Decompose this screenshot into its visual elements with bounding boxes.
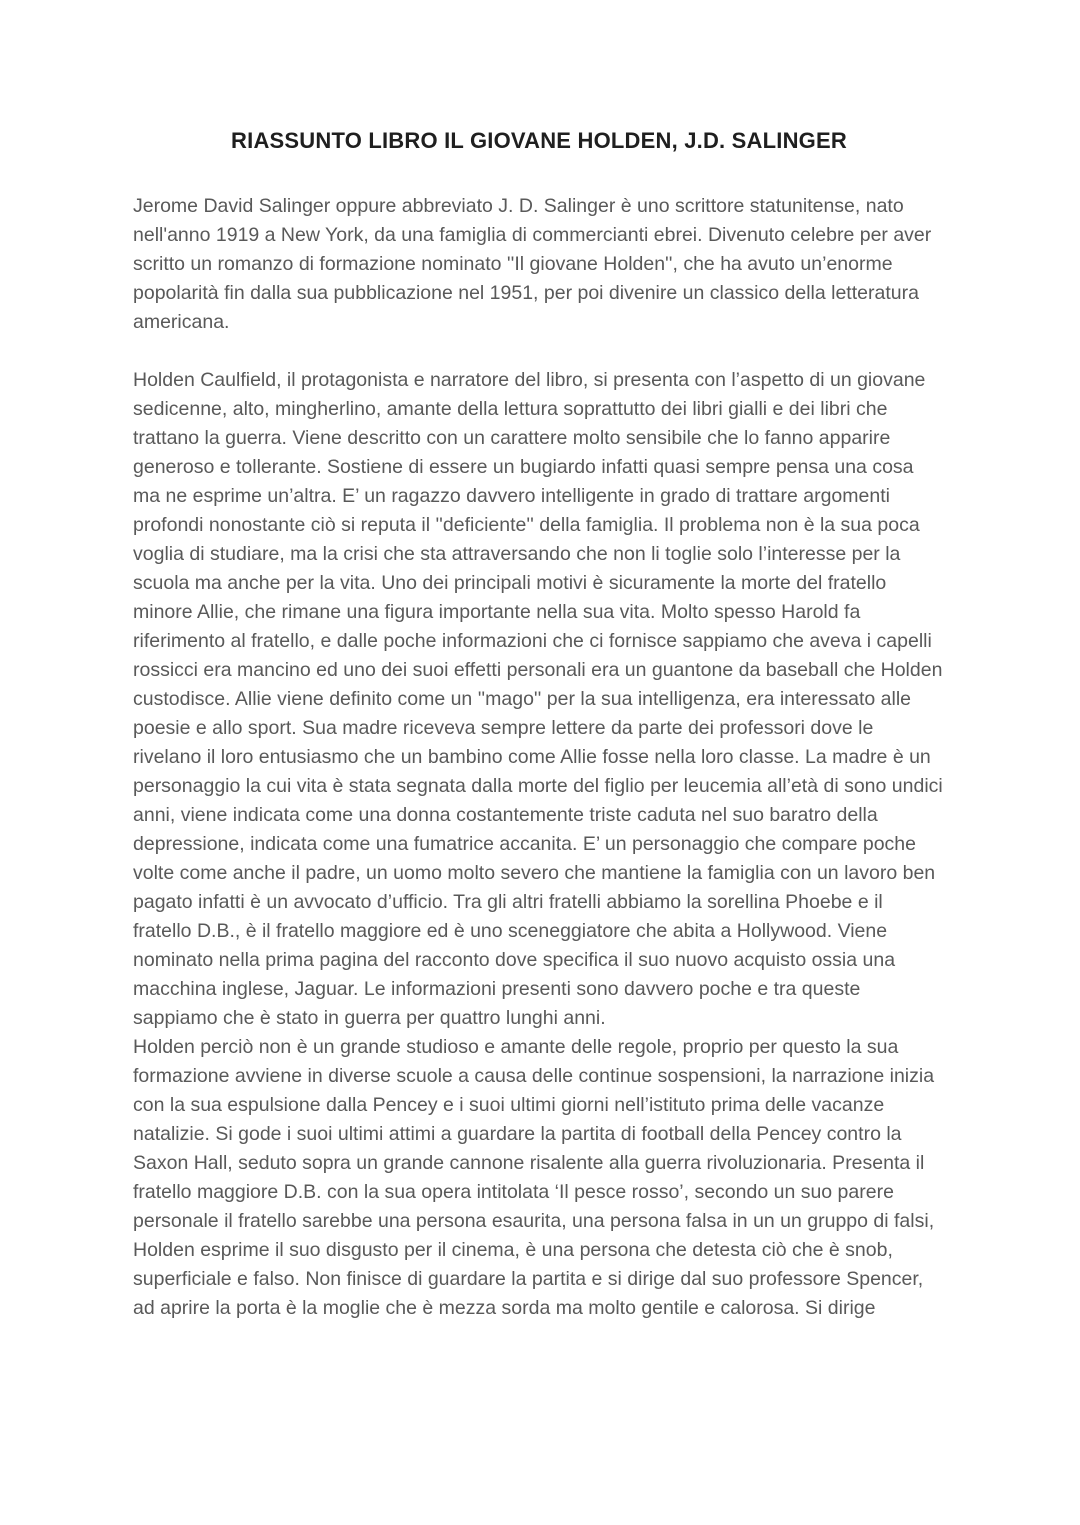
document-title: RIASSUNTO LIBRO IL GIOVANE HOLDEN, J.D. SALINGER	[231, 128, 847, 153]
summary-paragraph-holden-family: Holden Caulfield, il protagonista e narratore del libro, si presenta con l’aspetto di un giovane sedicenne, alto, mingherlino, amante della lettura soprattutto dei libri gialli e dei libri che trattano la guerra. Viene descritto con un carattere molto sensibile che lo fanno apparire generoso e tollerante. Sostiene di essere un bugiardo infatti quasi sempre pensa una cosa ma ne esprime un’altra. E’ un ragazzo davvero intelligente in grado di trattare argomenti profondi nonostante ciò si reputa il ''deficiente'' della famiglia. Il problema non è la sua poca voglia di studiare, ma la crisi che sta attraversando che non li toglie solo l’interesse per la scuola ma anche per la vita. Uno dei principali motivi è sicuramente la morte del fratello minore Allie, che rimane una figura importante nella sua vita. Molto spesso Harold fa riferimento al fratello, e dalle poche informazioni che ci fornisce sappiamo che aveva i capelli rossicci era mancino ed uno dei suoi effetti personali era un guantone da baseball che Holden custodisce. Allie viene definito come un ''mago'' per la sua intelligenza, era interessato alle poesie e allo sport. Sua madre riceveva sempre lettere da parte dei professori dove le rivelano il loro entusiasmo che un bambino come Allie fosse nella loro classe. La madre è un personaggio la cui vita è stata segnata dalla morte del figlio per leucemia all’età di sono undici anni, viene indicata come una donna costantemente triste caduta nel suo baratro della depressione, indicata come una fumatrice accanita. E’ un personaggio che compare poche volte come anche il padre, un uomo molto severo che mantiene la famiglia con un lavoro ben pagato infatti è un avvocato d’ufficio. Tra gli altri fratelli abbiamo la sorellina Phoebe e il fratello D.B., è il fratello maggiore ed è uno sceneggiatore che abita a Hollywood. Viene nominato nella prima pagina del racconto dove specifica il suo nuovo acquisto ossia una macchina inglese, Jaguar. Le informazioni presenti sono davvero poche e tra queste sappiamo che è stato in guerra per quattro lunghi anni.	[133, 369, 943, 1029]
summary-paragraph-school-story: Holden perciò non è un grande studioso e amante delle regole, proprio per questo la sua formazione avviene in diverse scuole a causa delle continue sospensioni, la narrazione inizia con la sua espulsione dalla Pencey e i suoi ultimi giorni nell’istituto prima delle vacanze natalizie. Si gode i suoi ultimi attimi a guardare la partita di football della Pencey contro la Saxon Hall, seduto sopra un grande cannone risalente alla guerra rivoluzionaria. Presenta il fratello maggiore D.B. con la sua opera intitolata ‘Il pesce rosso’, secondo un suo parere personale il fratello sarebbe una persona esaurita, una persona falsa in un un gruppo di falsi, Holden esprime il suo disgusto per il cinema, è una persona che detesta ciò che è snob, superficiale e falso. Non finisce di guardare la partita e si dirige dal suo professore Spencer, ad aprire la porta è la moglie che è mezza sorda ma molto gentile e calorosa. Si dirige	[133, 1036, 935, 1319]
summary-paragraph-author-intro: Jerome David Salinger oppure abbreviato J. D. Salinger è uno scrittore statunitense, nato nell'anno 1919 a New York, da una famiglia di commercianti ebrei. Divenuto celebre per aver scritto un romanzo di formazione nominato ''Il giovane Holden'', che ha avuto un’enorme popolarità fin dalla sua pubblicazione nel 1951, per poi divenire un classico della letteratura americana.	[133, 195, 932, 333]
